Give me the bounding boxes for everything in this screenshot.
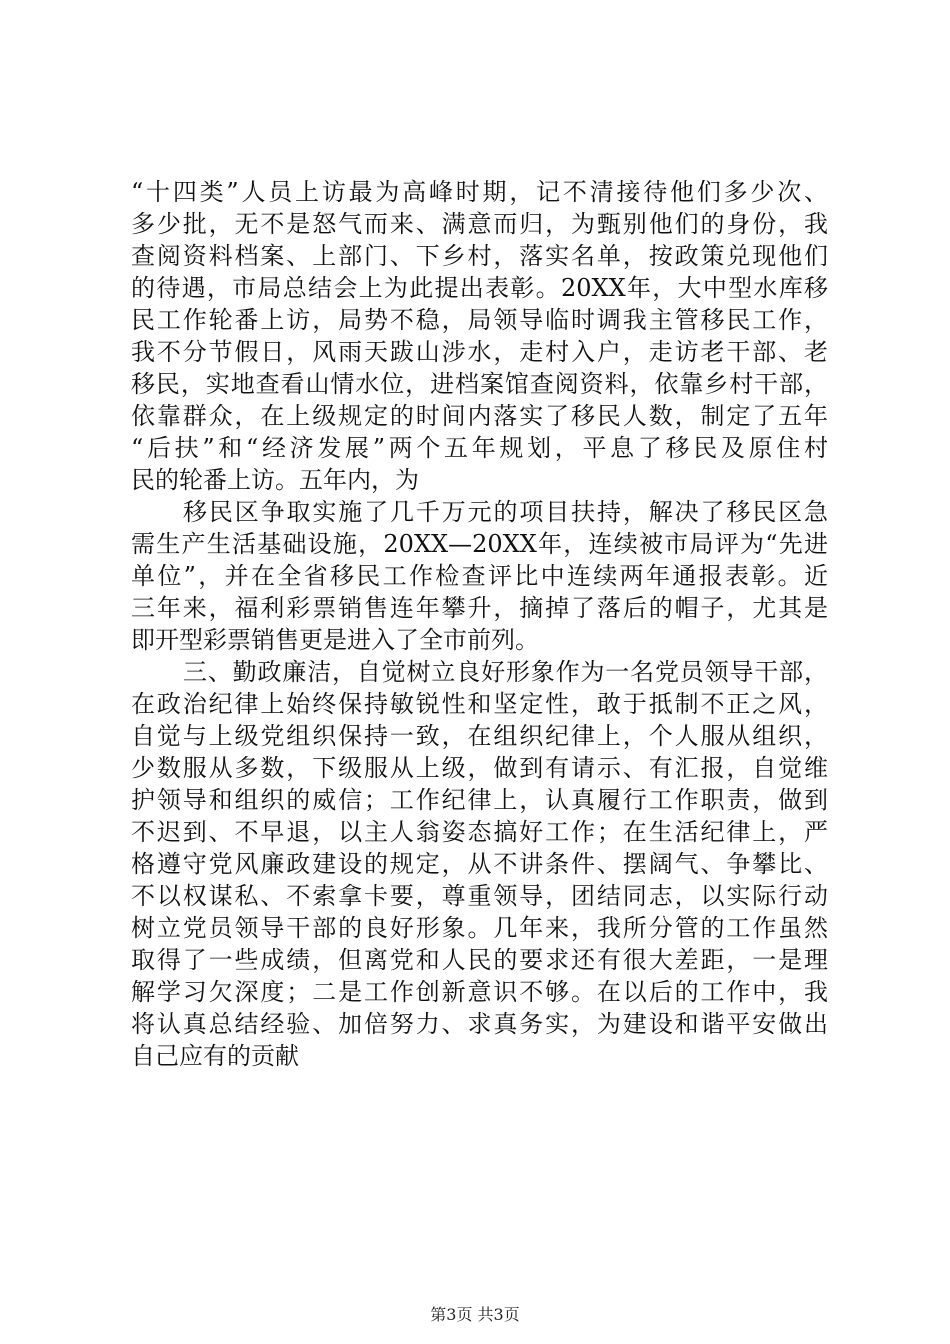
text-line: 移民，实地查看山情水位，进档案馆查阅资料，依靠乡村干部，: [131, 370, 828, 398]
text-line: 不迟到、不早退，以主人翁姿态搞好工作；在生活纪律上，严: [131, 818, 828, 846]
body-text: [131, 176, 828, 1072]
text-line: 格遵守党风廉政建设的规定，从不讲条件、摆阔气、争攀比、: [131, 850, 828, 878]
text-line: 护领导和组织的威信；工作纪律上，认真履行工作职责，做到: [131, 786, 828, 814]
page-footer: 第3页 共3页: [430, 1305, 520, 1324]
text-line: 不以权谋私、不索拿卡要，尊重领导，团结同志，以实际行动: [131, 882, 828, 910]
text-line: 自己应有的贡献: [131, 1042, 299, 1070]
text-line: 的待遇，市局总结会上为此提出表彰。20XX年，大中型水库移: [131, 274, 828, 302]
text-line: 三、勤政廉洁，自觉树立良好形象作为一名党员领导干部，: [183, 658, 828, 686]
text-line: 少数服从多数，下级服从上级，做到有请示、有汇报，自觉维: [131, 754, 828, 782]
text-line: 将认真总结经验、加倍努力、求真务实，为建设和谐平安做出: [131, 1010, 828, 1038]
text-line: 多少批，无不是怒气而来、满意而归，为甄别他们的身份，我: [131, 210, 828, 238]
text-line: 解学习欠深度；二是工作创新意识不够。在以后的工作中，我: [131, 978, 828, 1006]
text-line: 树立党员领导干部的良好形象。几年来，我所分管的工作虽然: [131, 914, 828, 942]
text-line: 民工作轮番上访，局势不稳，局领导临时调我主管移民工作，: [131, 306, 828, 334]
text-line: 需生产生活基础设施，20XX—20XX年，连续被市局评为“先进: [131, 530, 828, 558]
text-line: 依靠群众，在上级规定的时间内落实了移民人数，制定了五年: [131, 402, 828, 430]
text-line: 三年来，福利彩票销售连年攀升，摘掉了落后的帽子，尤其是: [131, 594, 828, 622]
text-line: 即开型彩票销售更是进入了全市前列。: [131, 626, 539, 654]
text-line: 民的轮番上访。五年内，为: [131, 466, 419, 494]
text-line: “十四类”人员上访最为高峰时期，记不清接待他们多少次、: [131, 178, 828, 206]
text-line: 移民区争取实施了几千万元的项目扶持，解决了移民区急: [183, 498, 828, 526]
text-line: 查阅资料档案、上部门、下乡村，落实名单，按政策兑现他们: [131, 242, 828, 270]
text-line: 单位”，并在全省移民工作检查评比中连续两年通报表彰。近: [131, 562, 828, 590]
text-line: 我不分节假日，风雨天跋山涉水，走村入户，走访老干部、老: [131, 338, 828, 366]
text-line: “后扶”和“经济发展”两个五年规划，平息了移民及原住村: [131, 434, 828, 462]
text-line: 自觉与上级党组织保持一致，在组织纪律上，个人服从组织，: [131, 722, 828, 750]
text-line: 取得了一些成绩，但离党和人民的要求还有很大差距，一是理: [131, 946, 828, 974]
text-line: 在政治纪律上始终保持敏锐性和坚定性，敢于抵制不正之风，: [131, 690, 828, 718]
